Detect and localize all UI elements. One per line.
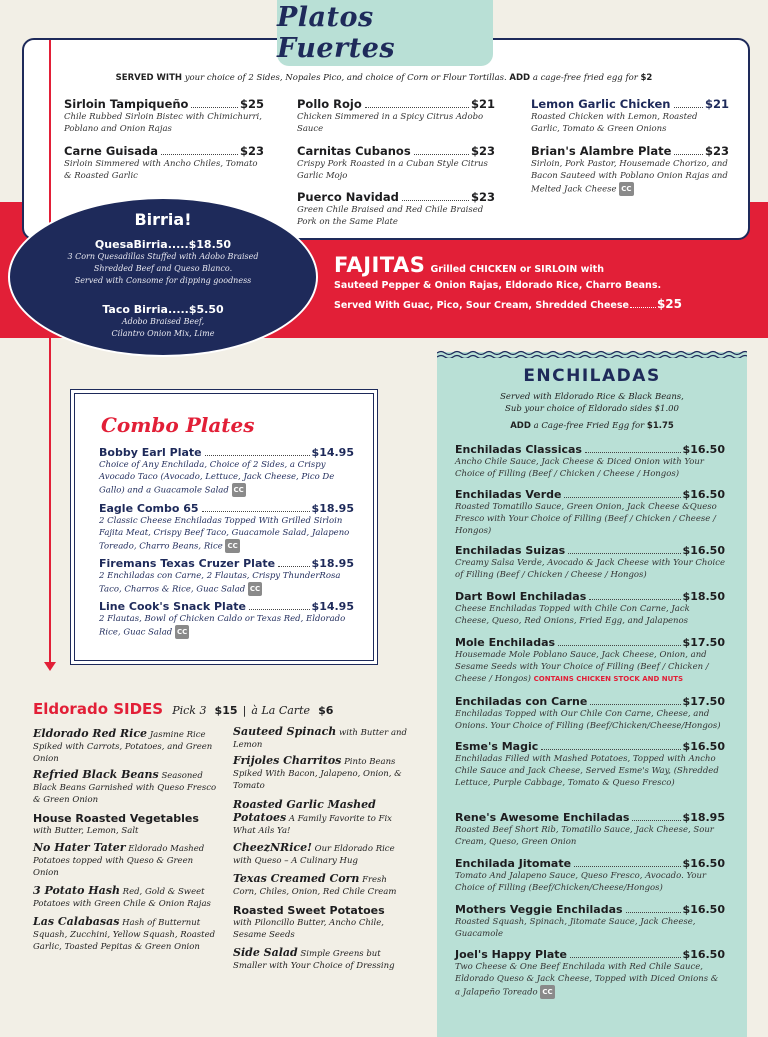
menu-item: Brian's Alambre Plate $23 Sirloin, Pork Pastor, Housemade Chorizo, and Bacon Sauteed with Poblano Onion Rajas and Melted Jack Cheese CC xyxy=(531,144,729,195)
fajitas-section: FAJITAS Grilled CHICKEN or SIRLOIN with Sauteed Pepper & Onion Rajas, Eldorado Rice, Charro Beans. Served With Guac, Pico, Sour Cream, Shredded Cheese $25 xyxy=(334,253,682,311)
menu-item: Enchiladas con Carne $17.50 Enchiladas Topped with Our Chile Con Carne, Cheese, and Onions. Your Choice of Filling (Beef/Chicken/Cheese/Hongos) xyxy=(455,695,725,731)
side-item: Texas Creamed Corn Fresh Corn, Chiles, Onion, Red Chile Cream xyxy=(233,872,397,897)
menu-item: Pollo Rojo $21 Chicken Simmered in a Spicy Citrus Adobo Sauce xyxy=(297,97,495,134)
platos-fuertes-tab xyxy=(277,0,493,66)
side-item: Eldorado Red Rice Jasmine Rice Spiked with Carrots, Potatoes, and Green Onion xyxy=(33,727,213,764)
platos-fuertes-title: Platos Fuertes xyxy=(277,2,396,64)
enchiladas-add-note: ADD a Cage-free Fried Egg for $1.75 xyxy=(510,421,674,431)
side-item: No Hater Tater Eldorado Mashed Potatoes topped with Queso & Green Onion xyxy=(33,841,205,878)
enchiladas-subtitle: Served with Eldorado Rice & Black Beans, Sub your choice of Eldorado sides $1.00 xyxy=(500,392,684,414)
menu-item: QuesaBirria.....$18.50 3 Corn Quesadillas Stuffed with Adobo Braised Shredded Beef and Queso Blanco. Served with Consome for dipping goodness xyxy=(67,238,259,285)
menu-item: Dart Bowl Enchiladas $18.50 Cheese Enchiladas Topped with Chile Con Carne, Jack Cheese, Queso, Red Onions, Fried Egg, and Jalapenos xyxy=(455,590,725,626)
cc-badge: CC xyxy=(540,985,554,999)
side-item: Roasted Sweet Potatoes with Piloncillo Butter, Ancho Chile, Sesame Seeds xyxy=(233,904,385,940)
allergen-note: CONTAINS CHICKEN STOCK AND NUTS xyxy=(533,675,684,683)
arrow-head xyxy=(44,662,56,671)
menu-item: Carne Guisada $23 Sirloin Simmered with Ancho Chiles, Tomato & Roasted Garlic xyxy=(64,144,264,181)
menu-item: Enchiladas Verde $16.50 Roasted Tomatillo Sauce, Green Onion, Jack Cheese &Queso Fresco with Your Choice of Filling (Beef / Chicken / Cheese / Hongos) xyxy=(455,488,725,536)
combo-title: Combo Plates xyxy=(101,413,255,437)
platos-served-note: SERVED WITH your choice of 2 Sides, Nopales Pico, and choice of Corn or Flour Tortillas. ADD a cage-free fried egg for $2 xyxy=(115,73,653,83)
side-item: Side Salad Simple Greens but Smaller with Your Choice of Dressing xyxy=(233,946,395,971)
menu-item: Puerco Navidad $23 Green Chile Braised and Red Chile Braised Pork on the Same Plate xyxy=(297,190,495,227)
side-item: Refried Black Beans Seasoned Black Beans Garnished with Queso Fresco & Green Onion xyxy=(33,768,217,805)
menu-item: Rene's Awesome Enchiladas $18.95 Roasted Beef Short Rib, Tomatillo Sauce, Jack Cheese, Sour Cream, Queso, Green Onion xyxy=(455,811,725,847)
side-item: House Roasted Vegetables with Butter, Lemon, Salt xyxy=(33,812,199,836)
side-item: Frijoles Charritos Pinto Beans Spiked With Bacon, Jalapeno, Onion, & Tomato xyxy=(233,754,402,791)
combo-plates-box xyxy=(74,393,374,661)
menu-item: Joel's Happy Plate $16.50 Two Cheese & One Beef Enchilada with Red Chile Sauce, Eldorado Queso & Jack Cheese, Topped with Diced Onions & a Jalapeño Toreado CC xyxy=(455,948,725,998)
side-item: Sauteed Spinach with Butter and Lemon xyxy=(233,725,407,750)
cc-badge: CC xyxy=(619,182,633,196)
menu-item: Mothers Veggie Enchiladas $16.50 Roasted Squash, Spinach, Jitomate Sauce, Jack Cheese, Guacamole xyxy=(455,903,725,939)
cc-badge: CC xyxy=(175,625,189,639)
side-item: Roasted Garlic Mashed Potatoes A Family Favorite to Fix What Ails Ya! xyxy=(233,798,392,836)
arrow-line xyxy=(49,40,51,665)
menu-item: Enchiladas Suizas $16.50 Creamy Salsa Verde, Avocado & Jack Cheese with Your Choice of Filling (Beef / Chicken / Cheese / Hongos) xyxy=(455,544,726,580)
wave-divider xyxy=(437,350,747,358)
side-item: Las Calabasas Hash of Butternut Squash, Zucchini, Yellow Squash, Roasted Garlic, Toasted Pepitas & Green Onion xyxy=(33,915,216,952)
menu-item: Enchiladas Classicas $16.50 Ancho Chile Sauce, Jack Cheese & Diced Onion with Your Choice of Filling (Beef / Chicken / Cheese / Hongos) xyxy=(455,443,725,479)
menu-item: Line Cook's Snack Plate $14.95 2 Flautas, Bowl of Chicken Caldo or Texas Red, Eldorado Rice, Guac Salad CC xyxy=(99,600,354,638)
birria-title: Birria! xyxy=(134,210,192,229)
cc-badge: CC xyxy=(225,539,239,553)
side-item: CheezNRice! Our Eldorado Rice with Queso – A Culinary Hug xyxy=(233,841,395,866)
menu-item: Taco Birria.....$5.50 Adobo Braised Beef, Cilantro Onion Mix, Lime xyxy=(102,303,224,338)
menu-item: Firemans Texas Cruzer Plate $18.95 2 Enchiladas con Carne, 2 Flautas, Crispy ThunderRosa Taco, Charros & Rice, Guac Salad CC xyxy=(99,557,354,595)
menu-item: Mole Enchiladas $17.50 Housemade Mole Poblano Sauce, Jack Cheese, Onion, and Sesame Seeds with Your Choice of Filling (Beef / Chicken / Cheese / Hongos) CONTAINS CHICKEN STOCK AND NUTS xyxy=(455,636,725,684)
menu-item: Bobby Earl Plate $14.95 Choice of Any Enchilada, Choice of 2 Sides, a Crispy Avocado Taco (Avocado, Lettuce, Jack Cheese, Pico De Gallo) and a Guacamole Salad CC xyxy=(99,446,354,496)
menu-item: Lemon Garlic Chicken $21 Roasted Chicken with Lemon, Roasted Garlic, Tomato & Green Onions xyxy=(531,97,729,134)
side-item: 3 Potato Hash Red, Gold & Sweet Potatoes with Green Chile & Onion Rajas xyxy=(33,884,211,909)
cc-badge: CC xyxy=(232,483,246,497)
menu-item: Carnitas Cubanos $23 Crispy Pork Roasted in a Cuban Style Citrus Garlic Mojo xyxy=(297,144,495,181)
menu-item: Eagle Combo 65 $18.95 2 Classic Cheese Enchiladas Topped With Grilled Sirloin Fajita Meat, Crispy Beef Taco, Guacamole Salad, Jalapeno Toreado, Charro Beans, Rice CC xyxy=(99,502,354,552)
enchiladas-title: ENCHILADAS xyxy=(523,366,661,386)
menu-item: Enchilada Jitomate $16.50 Tomato And Jalapeno Sauce, Queso Fresco, Avocado. Your Choice of Filling (Beef/Chicken/Cheese/Hongos) xyxy=(455,857,725,893)
cc-badge: CC xyxy=(248,582,262,596)
birria-section xyxy=(8,197,318,357)
menu-item: Esme's Magic $16.50 Enchiladas Filled with Mashed Potatoes, Topped with Ancho Chile Sauce and Jack Cheese, Served Esme's Way, (Shredded Lettuce, Purple Cabbage, Tomato & Queso Fresco) xyxy=(455,740,725,788)
sides-header: Eldorado SIDES Pick 3 $15 | à La Carte $6 xyxy=(33,700,334,718)
menu-item: Sirloin Tampiqueño $25 Chile Rubbed Sirloin Bistec with Chimichurri, Poblano and Onion Rajas xyxy=(64,97,264,134)
